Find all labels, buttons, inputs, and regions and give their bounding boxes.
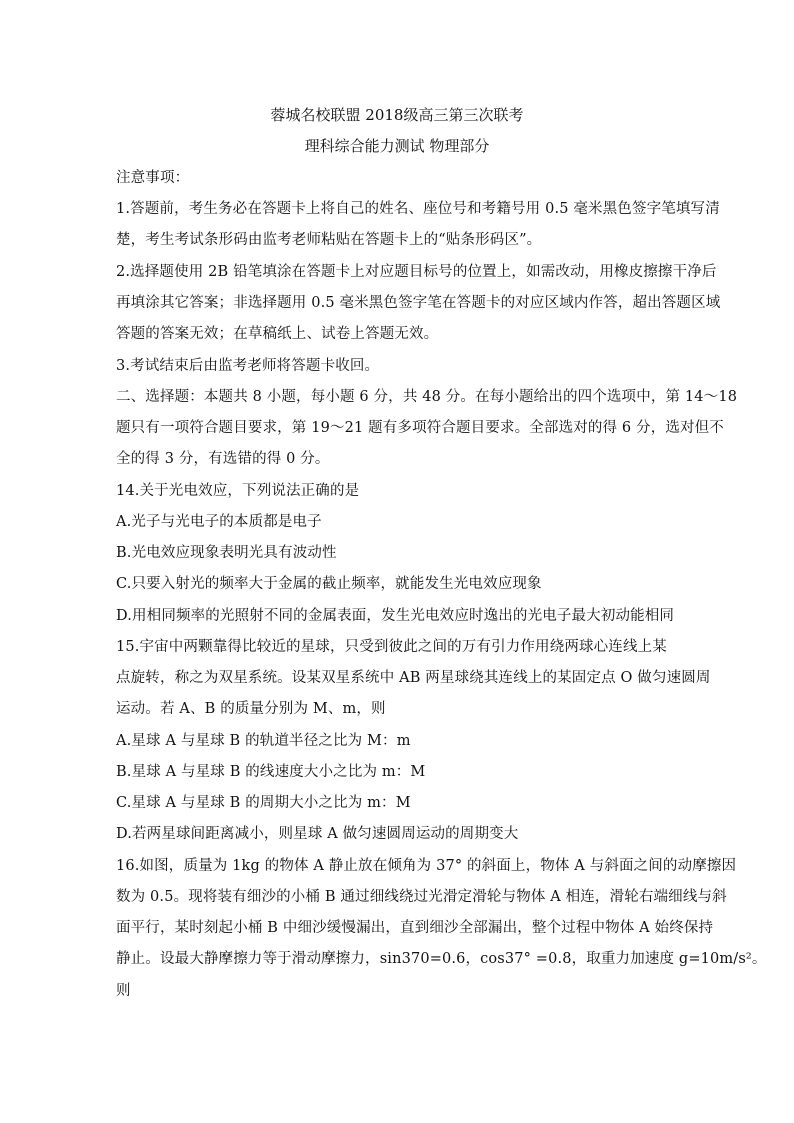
notice-line: 再填涂其它答案；非选择题用 0.5 毫米黑色签字笔在答题卡的对应区域内作答，超出答题区域: [116, 295, 721, 311]
notice-line: 1.答题前，考生务必在答题卡上将自己的姓名、座位号和考籍号用 0.5 毫米黑色签字笔填写清: [116, 201, 720, 217]
notice-heading: 注意事项：: [116, 170, 190, 186]
question-14-stem: 14.关于光电效应，下列说法正确的是: [116, 483, 360, 499]
notice-line: 3.考试结束后由监考老师将答题卡收回。: [116, 358, 380, 374]
question-15-stem-line: 点旋转，称之为双星系统。设某双星系统中 AB 两星球绕其连线上的某固定点 O 做匀速圆周: [116, 670, 711, 686]
question-15-option-d: D.若两星球间距离减小，则星球 A 做匀速圆周运动的周期变大: [116, 826, 519, 842]
question-15-option-c: C.星球 A 与星球 B 的周期大小之比为 m：M: [116, 795, 411, 811]
question-15-stem-line: 15.宇宙中两颗靠得比较近的星球，只受到彼此之间的万有引力作用绕两球心连线上某: [116, 639, 667, 655]
question-14-option-d: D.用相同频率的光照射不同的金属表面，发生光电效应时逸出的光电子最大初动能相同: [116, 608, 675, 624]
notice-line: 楚，考生考试条形码由监考老师粘贴在答题卡上的“贴条形码区”。: [116, 232, 542, 248]
exam-subtitle: 理科综合能力测试 物理部分: [304, 137, 490, 155]
question-15-stem-line: 运动。若 A、B 的质量分别为 M、m，则: [116, 701, 386, 717]
question-14-option-b: B.光电效应现象表明光具有波动性: [116, 545, 337, 561]
question-15-option-b: B.星球 A 与星球 B 的线速度大小之比为 m：M: [116, 764, 426, 780]
exam-title: 蓉城名校联盟 2018级高三第三次联考: [270, 106, 524, 124]
question-16-stem-line: 静止。设最大静摩擦力等于滑动摩擦力，sin370=0.6，cos37° =0.8，取重力加速度 g=10m/s²。: [116, 951, 767, 967]
question-15-option-a: A.星球 A 与星球 B 的轨道半径之比为 M：m: [116, 733, 411, 749]
question-16-stem-line: 面平行，某时刻起小桶 B 中细沙缓慢漏出，直到细沙全部漏出，整个过程中物体 A 始终保持: [116, 920, 714, 936]
section-intro-line: 全的得 3 分，有选错的得 0 分。: [116, 451, 330, 467]
section-intro-line: 题只有一项符合题目要求，第 19～21 题有多项符合题目要求。全部选对的得 6 分，选对但不: [116, 420, 724, 436]
question-16-stem-line: 则: [116, 983, 131, 999]
notice-line: 答题的答案无效；在草稿纸上、试卷上答题无效。: [116, 326, 439, 342]
question-16-stem-line: 数为 0.5。现将装有细沙的小桶 B 通过细线绕过光滑定滑轮与物体 A 相连，滑轮右端细线与斜: [116, 889, 727, 905]
notice-line: 2.选择题使用 2B 铅笔填涂在答题卡上对应题目标号的位置上，如需改动，用橡皮擦擦干净后: [116, 264, 717, 280]
section-intro-line: 二、选择题：本题共 8 小题，每小题 6 分，共 48 分。在每小题给出的四个选项中，第 14～18: [116, 389, 738, 405]
question-14-option-a: A.光子与光电子的本质都是电子: [116, 514, 322, 530]
question-16-stem-line: 16.如图，质量为 1kg 的物体 A 静止放在倾角为 37° 的斜面上，物体 A 与斜面之间的动摩擦因: [116, 858, 737, 874]
question-14-option-c: C.只要入射光的频率大于金属的截止频率，就能发生光电效应现象: [116, 576, 542, 592]
